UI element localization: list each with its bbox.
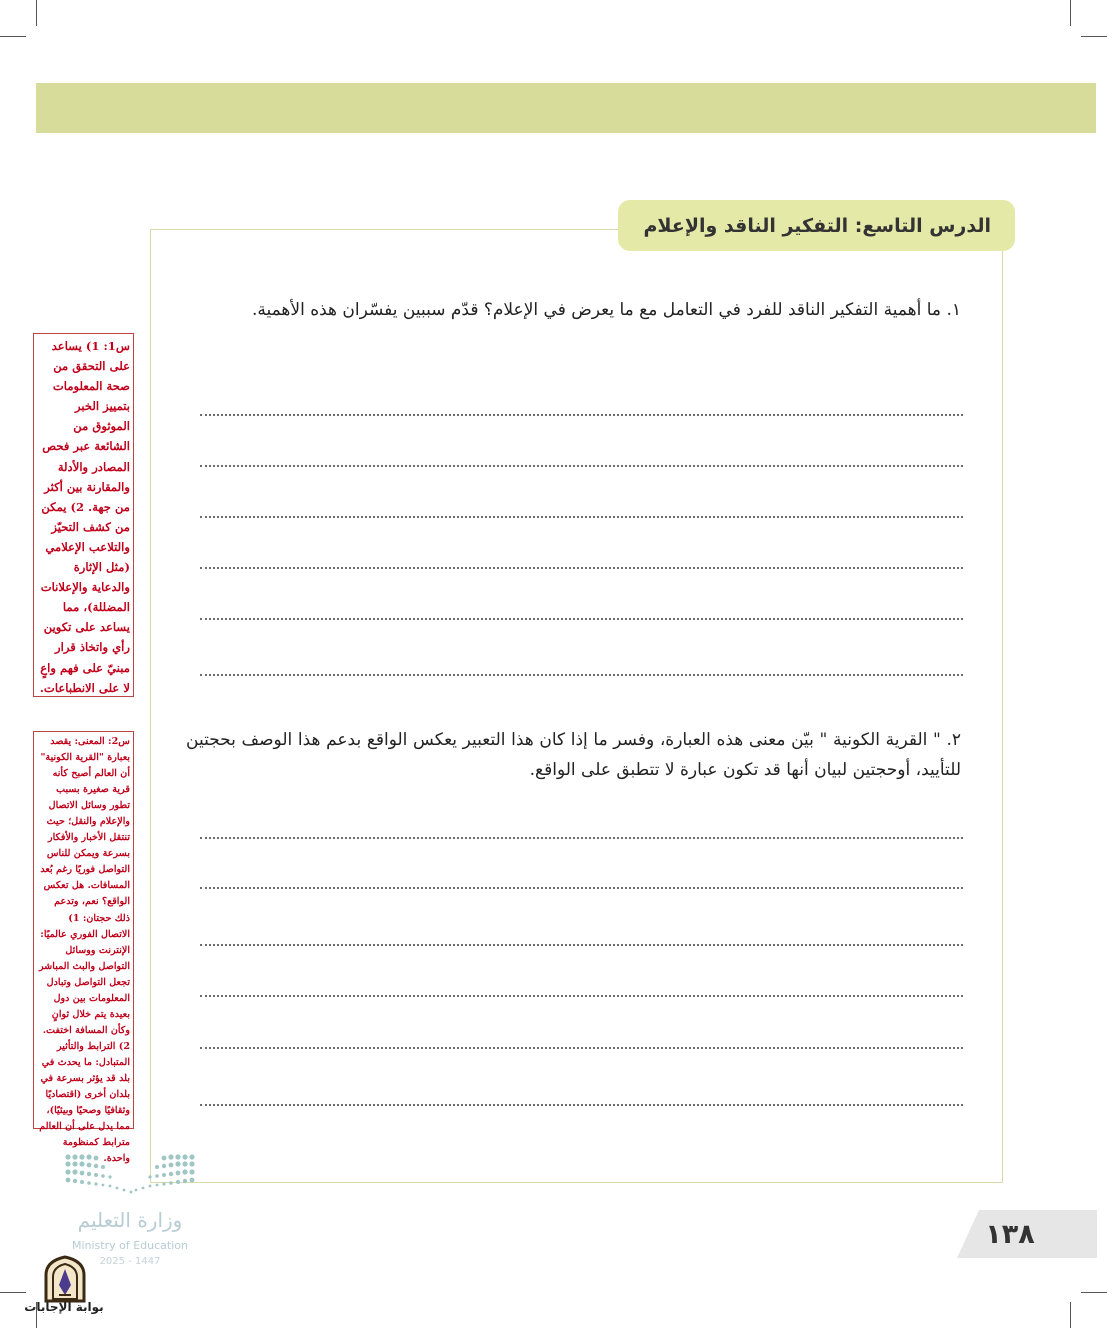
lesson-title: الدرس التاسع: التفكير الناقد والإعلام (643, 214, 991, 237)
answer-line[interactable] (200, 618, 963, 620)
answer-line[interactable] (200, 995, 963, 997)
answers-portal-label: بوابة الإجابات (24, 1300, 104, 1314)
answer-line[interactable] (200, 887, 963, 889)
lesson-title-tab (618, 200, 1015, 251)
answer-line[interactable] (200, 414, 963, 416)
ministry-name-arabic: وزارة التعليم (77, 1208, 183, 1232)
crop-mark (1081, 1292, 1107, 1293)
answer-line[interactable] (200, 944, 963, 946)
question-2: ٢. " القرية الكونية " بيّن معنى هذه العبارة، وفسر ما إذا كان هذا التعبير يعكس الواقع بدعم هذا الوصف بحجتين للتأييد، أوحجتين لبيان أنها قد تكون عبارة لا تتطبق على الواقع. (186, 730, 961, 780)
answer-line[interactable] (200, 837, 963, 839)
crop-mark (0, 36, 26, 37)
crop-mark (36, 0, 37, 26)
ministry-name-english: Ministry of Education (71, 1239, 188, 1252)
answers-portal-logo-icon (40, 1255, 90, 1305)
crop-mark (1081, 36, 1107, 37)
answer-line[interactable] (200, 567, 963, 569)
answer-note-2: س2: المعنى: يقصد بعبارة "القرية الكونية" أن العالم أصبح كأنه قرية صغيرة بسبب تطور وسائل الاتصال والإعلام والنقل؛ حيث تنتقل الأخبار والأفكار بسرعة ويمكن للناس التواصل فوريًا رغم بُعد المسافات. هل تعكس الواقع؟ نعم، وتدعم ذلك حجتان: 1) الاتصال الفوري عالميًا: الإنترنت ووسائل التواصل والبث المباشر تجعل التواصل وتبادل المعلومات بين دول بعيدة يتم خلال ثوانٍ وكأن المسافة اختفت. 2) الترابط والتأثير المتبادل: ما يحدث في بلد قد يؤثر بسرعة في بلدان أخرى (اقتصاديًا وثقافيًا وصحيًا وبيئيًا)، مما يدل على أن العالم مترابط كمنظومة واحدة. (33, 731, 134, 1129)
question-1: ١. ما أهمية التفكير الناقد للفرد في التعامل مع ما يعرض في الإعلام؟ قدّم سببين يفسّران هذه الأهمية. (251, 300, 961, 320)
crop-mark (0, 1292, 26, 1293)
crop-mark (1070, 0, 1071, 26)
lesson-content-box (150, 229, 1003, 1183)
answer-note-1: س1: 1) يساعد على التحقق من صحة المعلومات بتمييز الخبر الموثوق من الشائعة عبر فحص المصادر والأدلة والمقارنة بين أكثر من جهة. 2) يمكن من كشف التحيّز والتلاعب الإعلامي (مثل الإثارة والدعاية والإعلانات المضللة)، مما يساعد على تكوين رأي واتخاذ قرار مبنيّ على فهم واعٍ لا على الانطباعات. (33, 333, 134, 697)
crop-mark (1070, 1302, 1071, 1328)
ministry-logo-icon (60, 1150, 200, 1250)
answer-line[interactable] (200, 1047, 963, 1049)
page-number: ١٣٨ (985, 1218, 1035, 1250)
ministry-year: 2025 - 1447 (99, 1256, 161, 1267)
answer-line[interactable] (200, 1104, 963, 1106)
answer-line[interactable] (200, 465, 963, 467)
answer-line[interactable] (200, 674, 963, 676)
header-band (36, 83, 1096, 133)
answer-line[interactable] (200, 516, 963, 518)
